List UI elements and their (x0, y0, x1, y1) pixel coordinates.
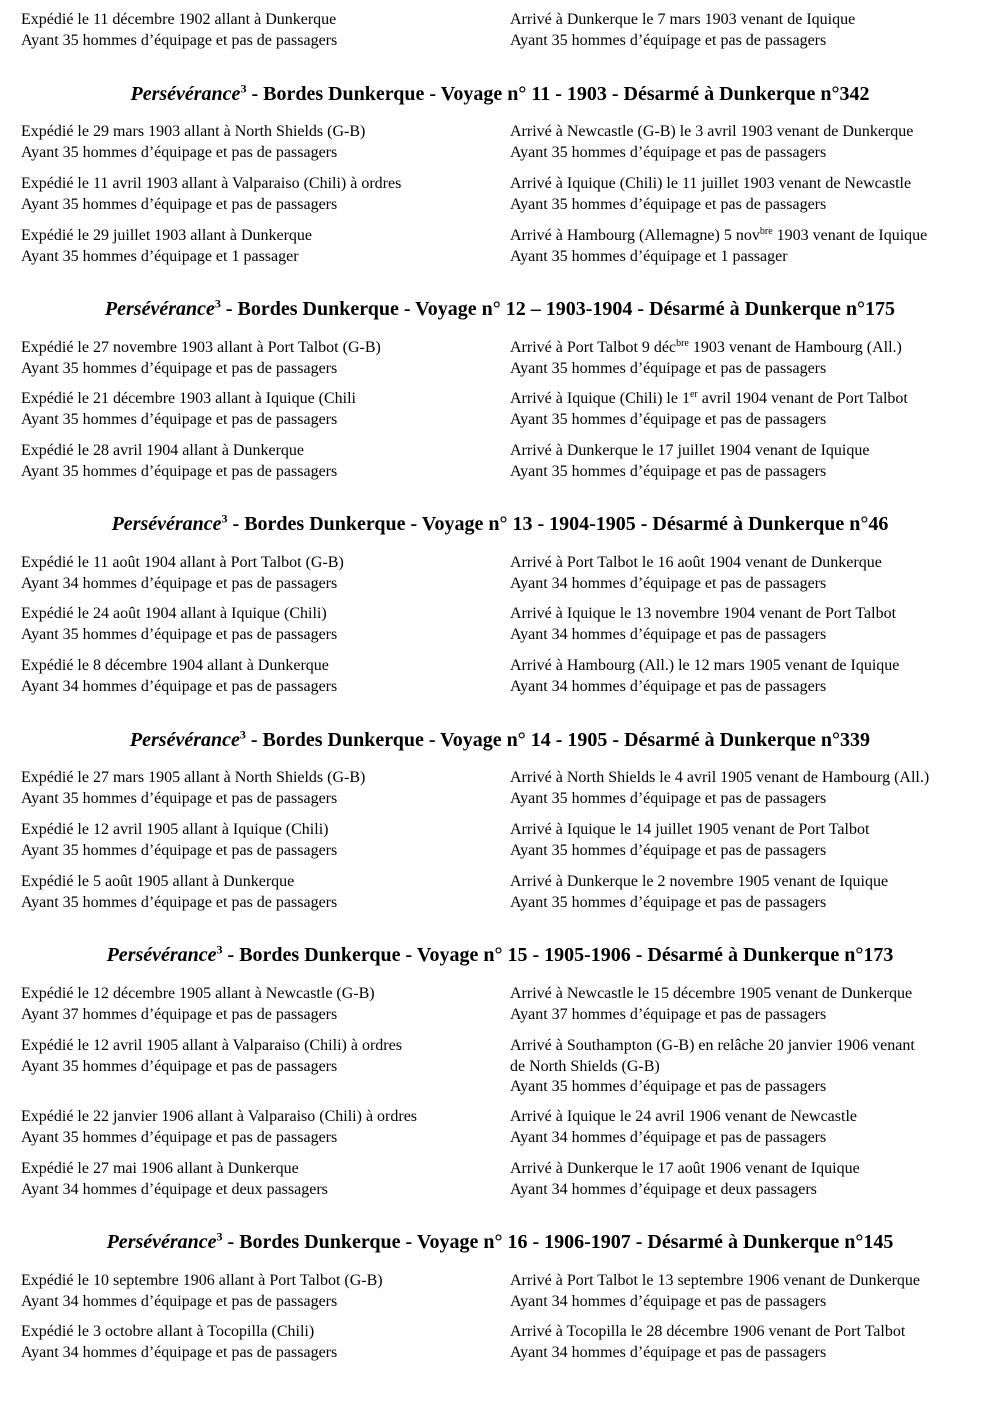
ship-footnote-ref: 3 (214, 296, 221, 311)
arrival-line: Arrivé à Dunkerque le 7 mars 1903 venant de Iquique (510, 11, 856, 28)
voyage-title: - Bordes Dunkerque - Voyage n° 11 - 1903 - Désarmé à Dunkerque n°342 (246, 83, 870, 105)
crew-line: Ayant 35 hommes d’équipage et pas de passagers (510, 31, 827, 49)
superscript: bre (759, 226, 773, 237)
arrival-entry (510, 604, 980, 645)
arrival-text: Arrivé à Hambourg (Allemagne) 5 nov (510, 227, 760, 244)
ship-footnote-ref: 3 (216, 942, 223, 957)
crew-line: Ayant 34 hommes d’équipage et pas de passagers (510, 1128, 827, 1146)
crew-line: Ayant 34 hommes d’équipage et pas de passagers (21, 574, 338, 592)
arrival-line: Arrivé à Port Talbot le 13 septembre 1906 venant de Dunkerque (510, 1272, 921, 1289)
departure-entry (21, 226, 312, 267)
ship-footnote-ref: 3 (239, 727, 246, 742)
crew-line: Ayant 34 hommes d’équipage et pas de passagers (510, 574, 827, 592)
departure-entry (21, 122, 365, 163)
arrival-line (510, 389, 980, 410)
voyage-heading (0, 1230, 1000, 1254)
crew-line: Ayant 34 hommes d’équipage et deux passagers (21, 1180, 328, 1198)
crew-line: Ayant 35 hommes d’équipage et pas de passagers (21, 1128, 338, 1146)
arrival-entry (510, 820, 980, 861)
departure-line: Expédié le 22 janvier 1906 allant à Valparaiso (Chili) à ordres (21, 1108, 418, 1125)
departure-entry (21, 389, 356, 430)
departure-line: Expédié le 12 avril 1905 allant à Valparaiso (Chili) à ordres (21, 1037, 402, 1054)
arrival-text: 1903 venant de Hambourg (All.) (688, 339, 902, 356)
arrival-entry (510, 10, 980, 51)
crew-line: Ayant 34 hommes d’équipage et pas de passagers (21, 1292, 338, 1310)
departure-entry (21, 338, 381, 379)
crew-line: Ayant 35 hommes d’équipage et pas de passagers (510, 410, 827, 428)
departure-entry (21, 1159, 328, 1200)
departure-line: Expédié le 29 juillet 1903 allant à Dunkerque (21, 227, 313, 244)
departure-entry (21, 553, 344, 594)
crew-line: Ayant 35 hommes d’équipage et pas de passagers (510, 462, 827, 480)
arrival-entry (510, 872, 980, 913)
voyage-title: - Bordes Dunkerque - Voyage n° 16 - 1906-1907 - Désarmé à Dunkerque n°145 (222, 1231, 894, 1253)
arrival-line: Arrivé à Iquique le 24 avril 1906 venant de Newcastle (510, 1108, 857, 1125)
departure-entry (21, 768, 365, 809)
crew-line: Ayant 34 hommes d’équipage et pas de passagers (510, 625, 827, 643)
arrival-entry (510, 1322, 980, 1363)
departure-line: Expédié le 8 décembre 1904 allant à Dunkerque (21, 657, 329, 674)
departure-entry (21, 656, 337, 697)
arrival-line: Arrivé à Iquique le 13 novembre 1904 venant de Port Talbot (510, 605, 897, 622)
voyage-heading (0, 297, 1000, 321)
departure-line: Expédié le 27 mai 1906 allant à Dunkerque (21, 1160, 299, 1177)
ship-name: Persévérance (111, 513, 222, 535)
voyage-title: - Bordes Dunkerque - Voyage n° 15 - 1905-1906 - Désarmé à Dunkerque n°173 (222, 944, 894, 966)
crew-line: Ayant 34 hommes d’équipage et pas de passagers (510, 677, 827, 695)
superscript: bre (676, 338, 689, 349)
crew-line: Ayant 35 hommes d’équipage et pas de passagers (510, 893, 827, 911)
ship-name: Persévérance (129, 729, 240, 751)
superscript: er (689, 389, 698, 400)
crew-line: Ayant 35 hommes d’équipage et pas de passagers (510, 195, 827, 213)
departure-entry (21, 441, 337, 482)
arrival-line: Arrivé à Newcastle le 15 décembre 1905 venant de Dunkerque (510, 985, 913, 1002)
arrival-entry (510, 338, 980, 379)
arrival-entry (510, 553, 980, 594)
departure-line: Expédié le 27 novembre 1903 allant à Port Talbot (G-B) (21, 339, 381, 356)
arrival-entry (510, 122, 980, 163)
arrival-entry (510, 174, 980, 215)
arrival-line: Arrivé à Dunkerque le 2 novembre 1905 venant de Iquique (510, 873, 889, 890)
arrival-text: Arrivé à Iquique (Chili) le 1 (510, 390, 690, 407)
crew-line: Ayant 35 hommes d’équipage et pas de passagers (21, 143, 338, 161)
arrival-line: Arrivé à Iquique (Chili) le 11 juillet 1903 venant de Newcastle (510, 175, 912, 192)
arrival-entry (510, 1271, 980, 1312)
departure-line: Expédié le 10 septembre 1906 allant à Port Talbot (G-B) (21, 1272, 383, 1289)
arrival-entry (510, 1159, 980, 1200)
voyage-heading (0, 728, 1000, 752)
voyage-title: - Bordes Dunkerque - Voyage n° 14 - 1905 - Désarmé à Dunkerque n°339 (245, 729, 871, 751)
ship-name: Persévérance (106, 1231, 217, 1253)
crew-line: Ayant 35 hommes d’équipage et pas de passagers (21, 195, 338, 213)
crew-line: Ayant 35 hommes d’équipage et pas de passagers (21, 841, 338, 859)
departure-line: Expédié le 12 décembre 1905 allant à Newcastle (G-B) (21, 985, 375, 1002)
arrival-line: Arrivé à Dunkerque le 17 juillet 1904 venant de Iquique (510, 442, 870, 459)
crew-line: Ayant 35 hommes d’équipage et pas de passagers (21, 1057, 338, 1075)
departure-line: Expédié le 5 août 1905 allant à Dunkerque (21, 873, 295, 890)
departure-line: Expédié le 11 avril 1903 allant à Valparaiso (Chili) à ordres (21, 175, 402, 192)
arrival-entry (510, 226, 980, 267)
voyage-heading (0, 512, 1000, 536)
arrival-entry (510, 984, 980, 1025)
crew-line: Ayant 35 hommes d’équipage et pas de passagers (21, 359, 338, 377)
voyage-title: - Bordes Dunkerque - Voyage n° 12 – 1903-1904 - Désarmé à Dunkerque n°175 (220, 298, 896, 320)
crew-line: Ayant 35 hommes d’équipage et pas de passagers (510, 1078, 827, 1095)
departure-entry (21, 10, 337, 51)
arrival-entry (510, 389, 980, 430)
crew-line: Ayant 35 hommes d’équipage et pas de passagers (21, 789, 338, 807)
ship-name: Persévérance (130, 83, 241, 105)
crew-line: Ayant 35 hommes d’équipage et pas de passagers (21, 462, 338, 480)
crew-line: Ayant 35 hommes d’équipage et 1 passager (510, 247, 788, 265)
crew-line: Ayant 34 hommes d’équipage et pas de passagers (510, 1343, 827, 1361)
departure-entry (21, 604, 337, 645)
departure-entry (21, 820, 337, 861)
ship-name: Persévérance (104, 298, 215, 320)
ship-name: Persévérance (106, 944, 217, 966)
arrival-line: Arrivé à Tocopilla le 28 décembre 1906 venant de Port Talbot (510, 1323, 906, 1340)
crew-line: Ayant 34 hommes d’équipage et pas de passagers (21, 1343, 338, 1361)
crew-line: Ayant 37 hommes d’équipage et pas de passagers (21, 1005, 338, 1023)
arrival-line-continued: de North Shields (G-B) (510, 1057, 660, 1075)
crew-line: Ayant 34 hommes d’équipage et pas de passagers (21, 677, 338, 695)
departure-line: Expédié le 11 août 1904 allant à Port Talbot (G-B) (21, 554, 344, 571)
arrival-entry (510, 441, 980, 482)
arrival-line: Arrivé à North Shields le 4 avril 1905 venant de Hambourg (All.) (510, 769, 930, 786)
arrival-text: 1903 venant de Iquique (772, 227, 928, 244)
crew-line: Ayant 35 hommes d’équipage et pas de passagers (510, 789, 827, 807)
crew-line: Ayant 35 hommes d’équipage et pas de passagers (510, 841, 827, 859)
ship-footnote-ref: 3 (221, 511, 228, 526)
crew-line: Ayant 34 hommes d’équipage et pas de passagers (510, 1292, 827, 1310)
crew-line: Ayant 35 hommes d’équipage et pas de passagers (21, 625, 338, 643)
crew-line: Ayant 35 hommes d’équipage et 1 passager (21, 247, 299, 265)
ship-footnote-ref: 3 (216, 1229, 223, 1244)
crew-line: Ayant 35 hommes d’équipage et pas de passagers (510, 143, 827, 161)
arrival-line: Arrivé à Hambourg (All.) le 12 mars 1905 venant de Iquique (510, 657, 900, 674)
crew-line: Ayant 35 hommes d’équipage et pas de passagers (21, 893, 338, 911)
departure-line: Expédié le 21 décembre 1903 allant à Iquique (Chili (21, 390, 356, 407)
departure-entry (21, 174, 401, 215)
departure-line: Expédié le 11 décembre 1902 allant à Dunkerque (21, 11, 337, 28)
arrival-entry (510, 768, 980, 809)
departure-line: Expédié le 27 mars 1905 allant à North Shields (G-B) (21, 769, 366, 786)
departure-entry (21, 872, 337, 913)
voyage-heading (0, 943, 1000, 967)
departure-entry (21, 1322, 337, 1363)
crew-line: Ayant 37 hommes d’équipage et pas de passagers (510, 1005, 827, 1023)
arrival-line: Arrivé à Southampton (G-B) en relâche 20 janvier 1906 venant (510, 1037, 915, 1054)
departure-entry (21, 1036, 402, 1077)
crew-line: Ayant 35 hommes d’équipage et pas de passagers (21, 31, 338, 49)
arrival-line (510, 226, 980, 247)
arrival-line (510, 338, 980, 359)
arrival-line: Arrivé à Newcastle (G-B) le 3 avril 1903 venant de Dunkerque (510, 123, 914, 140)
arrival-entry (510, 1107, 980, 1148)
arrival-text: Arrivé à Port Talbot 9 déc (510, 339, 677, 356)
departure-entry (21, 1271, 383, 1312)
departure-line: Expédié le 3 octobre allant à Tocopilla (Chili) (21, 1323, 315, 1340)
arrival-line: Arrivé à Port Talbot le 16 août 1904 venant de Dunkerque (510, 554, 882, 571)
crew-line: Ayant 35 hommes d’équipage et pas de passagers (21, 410, 338, 428)
arrival-entry (510, 656, 980, 697)
departure-line: Expédié le 12 avril 1905 allant à Iquique (Chili) (21, 821, 329, 838)
arrival-entry (510, 1036, 980, 1098)
crew-line: Ayant 35 hommes d’équipage et pas de passagers (510, 359, 827, 377)
departure-line: Expédié le 24 août 1904 allant à Iquique (Chili) (21, 605, 327, 622)
arrival-line: Arrivé à Dunkerque le 17 août 1906 venant de Iquique (510, 1160, 860, 1177)
departure-line: Expédié le 29 mars 1903 allant à North Shields (G-B) (21, 123, 366, 140)
voyage-heading (0, 82, 1000, 106)
voyage-title: - Bordes Dunkerque - Voyage n° 13 - 1904-1905 - Désarmé à Dunkerque n°46 (227, 513, 889, 535)
departure-line: Expédié le 28 avril 1904 allant à Dunkerque (21, 442, 305, 459)
departure-entry (21, 1107, 417, 1148)
crew-line: Ayant 34 hommes d’équipage et deux passagers (510, 1180, 817, 1198)
departure-entry (21, 984, 375, 1025)
arrival-line: Arrivé à Iquique le 14 juillet 1905 venant de Port Talbot (510, 821, 870, 838)
ship-footnote-ref: 3 (240, 81, 247, 96)
arrival-text: avril 1904 venant de Port Talbot (697, 390, 908, 407)
